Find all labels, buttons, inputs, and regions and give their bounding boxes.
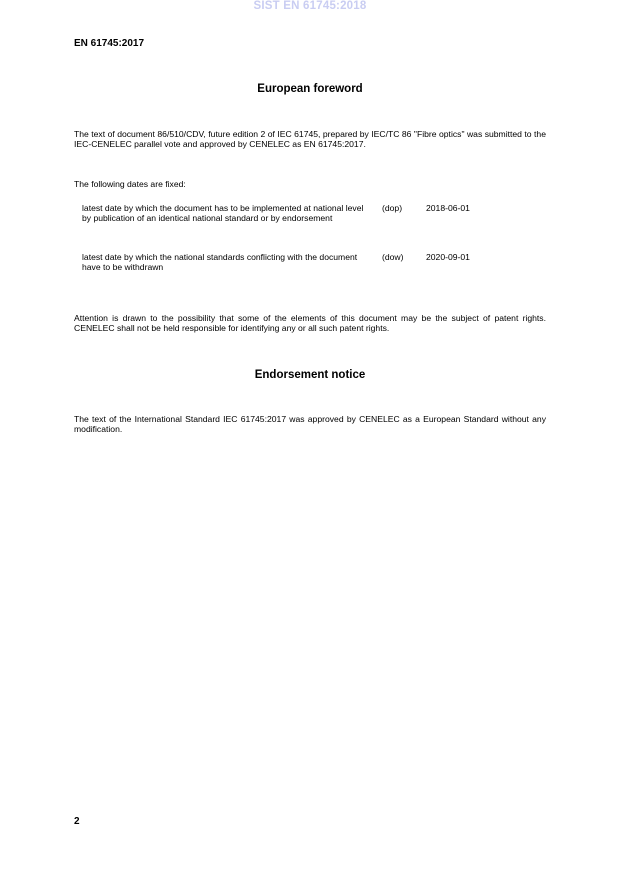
date-description: latest date by which the document has to be implemented at national level by publication of an identical national standard or by endorsement (82, 203, 364, 223)
date-abbreviation: (dow) (382, 252, 404, 262)
date-value: 2020-09-01 (426, 252, 470, 262)
endorsement-title: Endorsement notice (254, 369, 366, 381)
foreword-intro: The text of document 86/510/CDV, future edition 2 of IEC 61745, prepared by IEC/TC 86 "Fibre optics" was submitted to the IEC-CENELEC parallel vote and approved by CENELEC as EN 61745:2017. (74, 129, 546, 149)
date-description: latest date by which the national standards conflicting with the document have to be withdrawn (82, 252, 358, 272)
endorsement-text: The text of the International Standard IEC 61745:2017 was approved by CENELEC as a European Standard without any modification. (74, 414, 546, 434)
date-value: 2018-06-01 (426, 203, 470, 213)
patent-attention: Attention is drawn to the possibility that some of the elements of this document may be the subject of patent rights. CENELEC shall not be held responsible for identifying any or all such patent rights. (74, 313, 546, 333)
dates-intro: The following dates are fixed: (74, 179, 186, 189)
document-id: EN 61745:2017 (74, 38, 145, 49)
foreword-title: European foreword (257, 83, 363, 95)
page-number: 2 (74, 816, 80, 827)
date-abbreviation: (dop) (382, 203, 403, 213)
watermark: SIST EN 61745:2018 (253, 0, 367, 12)
